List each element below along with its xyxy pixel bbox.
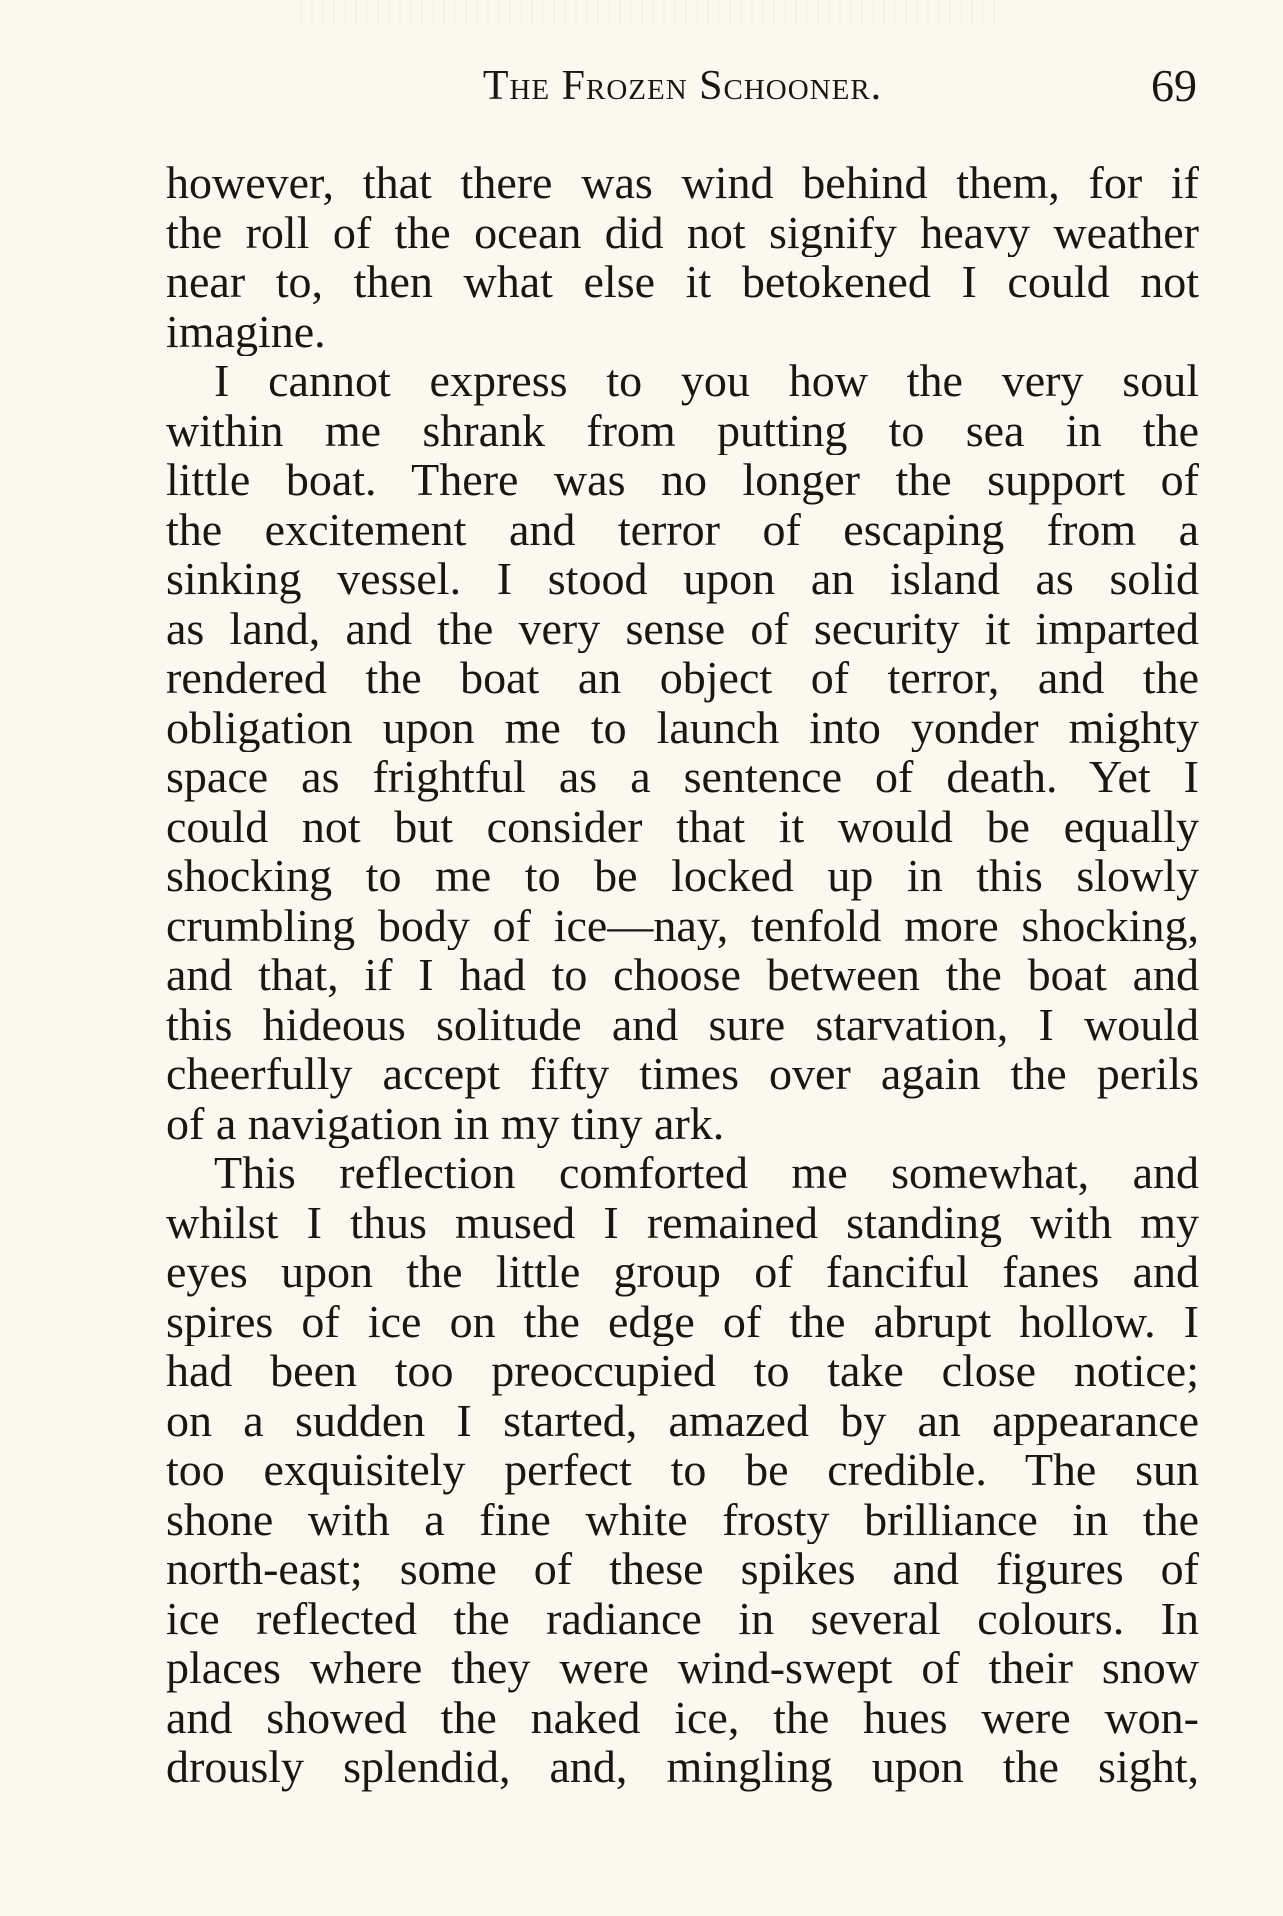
text-line: near to, then what else it betokened I could not <box>166 257 1199 307</box>
text-line: imagine. <box>166 306 326 356</box>
text-line: too exquisitely perfect to be credible. The sun <box>166 1445 1199 1495</box>
text-line: crumbling body of ice—nay, tenfold more shocking, <box>166 900 1199 950</box>
text-line: drously splendid, and, mingling upon the sight, <box>166 1742 1199 1792</box>
text-line: cheerfully accept fifty times over again the perils <box>166 1049 1199 1099</box>
text-line: north-east; some of these spikes and figures of <box>166 1544 1199 1594</box>
text-line: of a navigation in my tiny ark. <box>166 1098 725 1148</box>
text-line: this hideous solitude and sure starvation, I would <box>166 999 1199 1049</box>
text-line: the excitement and terror of escaping from a <box>166 504 1199 554</box>
text-line: and that, if I had to choose between the boat and <box>166 950 1199 1000</box>
text-line: I cannot express to you how the very soul <box>214 356 1199 406</box>
body-text <box>166 158 1199 1792</box>
text-line: obligation upon me to launch into yonder mighty <box>166 702 1199 752</box>
text-line: whilst I thus mused I remained standing with my <box>166 1197 1199 1247</box>
text-line: on a sudden I started, amazed by an appearance <box>166 1395 1199 1445</box>
text-line: could not but consider that it would be equally <box>166 801 1199 851</box>
text-line: eyes upon the little group of fanciful fanes and <box>166 1247 1199 1297</box>
text-line: had been too preoccupied to take close notice; <box>166 1346 1199 1396</box>
page-number: 69 <box>1151 60 1197 111</box>
text-line: within me shrank from putting to sea in the <box>166 405 1199 455</box>
text-line: shocking to me to be locked up in this slowly <box>166 851 1199 901</box>
text-line: This reflection comforted me somewhat, and <box>214 1148 1199 1198</box>
text-line: sinking vessel. I stood upon an island as solid <box>166 554 1199 604</box>
running-head <box>166 58 1199 114</box>
text-line: space as frightful as a sentence of death. Yet I <box>166 752 1199 802</box>
text-line: spires of ice on the edge of the abrupt hollow. I <box>166 1296 1199 1346</box>
text-line: and showed the naked ice, the hues were won- <box>166 1692 1199 1742</box>
text-line: ice reflected the radiance in several colours. In <box>166 1593 1199 1643</box>
text-line: little boat. There was no longer the support of <box>166 455 1199 505</box>
text-line: the roll of the ocean did not signify heavy weather <box>166 207 1199 257</box>
running-title: The Frozen Schooner. <box>482 63 883 109</box>
text-line: shone with a fine white frosty brilliance in the <box>166 1494 1199 1544</box>
text-line: places where they were wind-swept of their snow <box>166 1643 1199 1693</box>
text-line: however, that there was wind behind them, for if <box>166 158 1199 208</box>
text-line: rendered the boat an object of terror, and the <box>166 653 1199 703</box>
text-line: as land, and the very sense of security it imparted <box>166 603 1199 653</box>
paper-speckle <box>300 0 1000 24</box>
